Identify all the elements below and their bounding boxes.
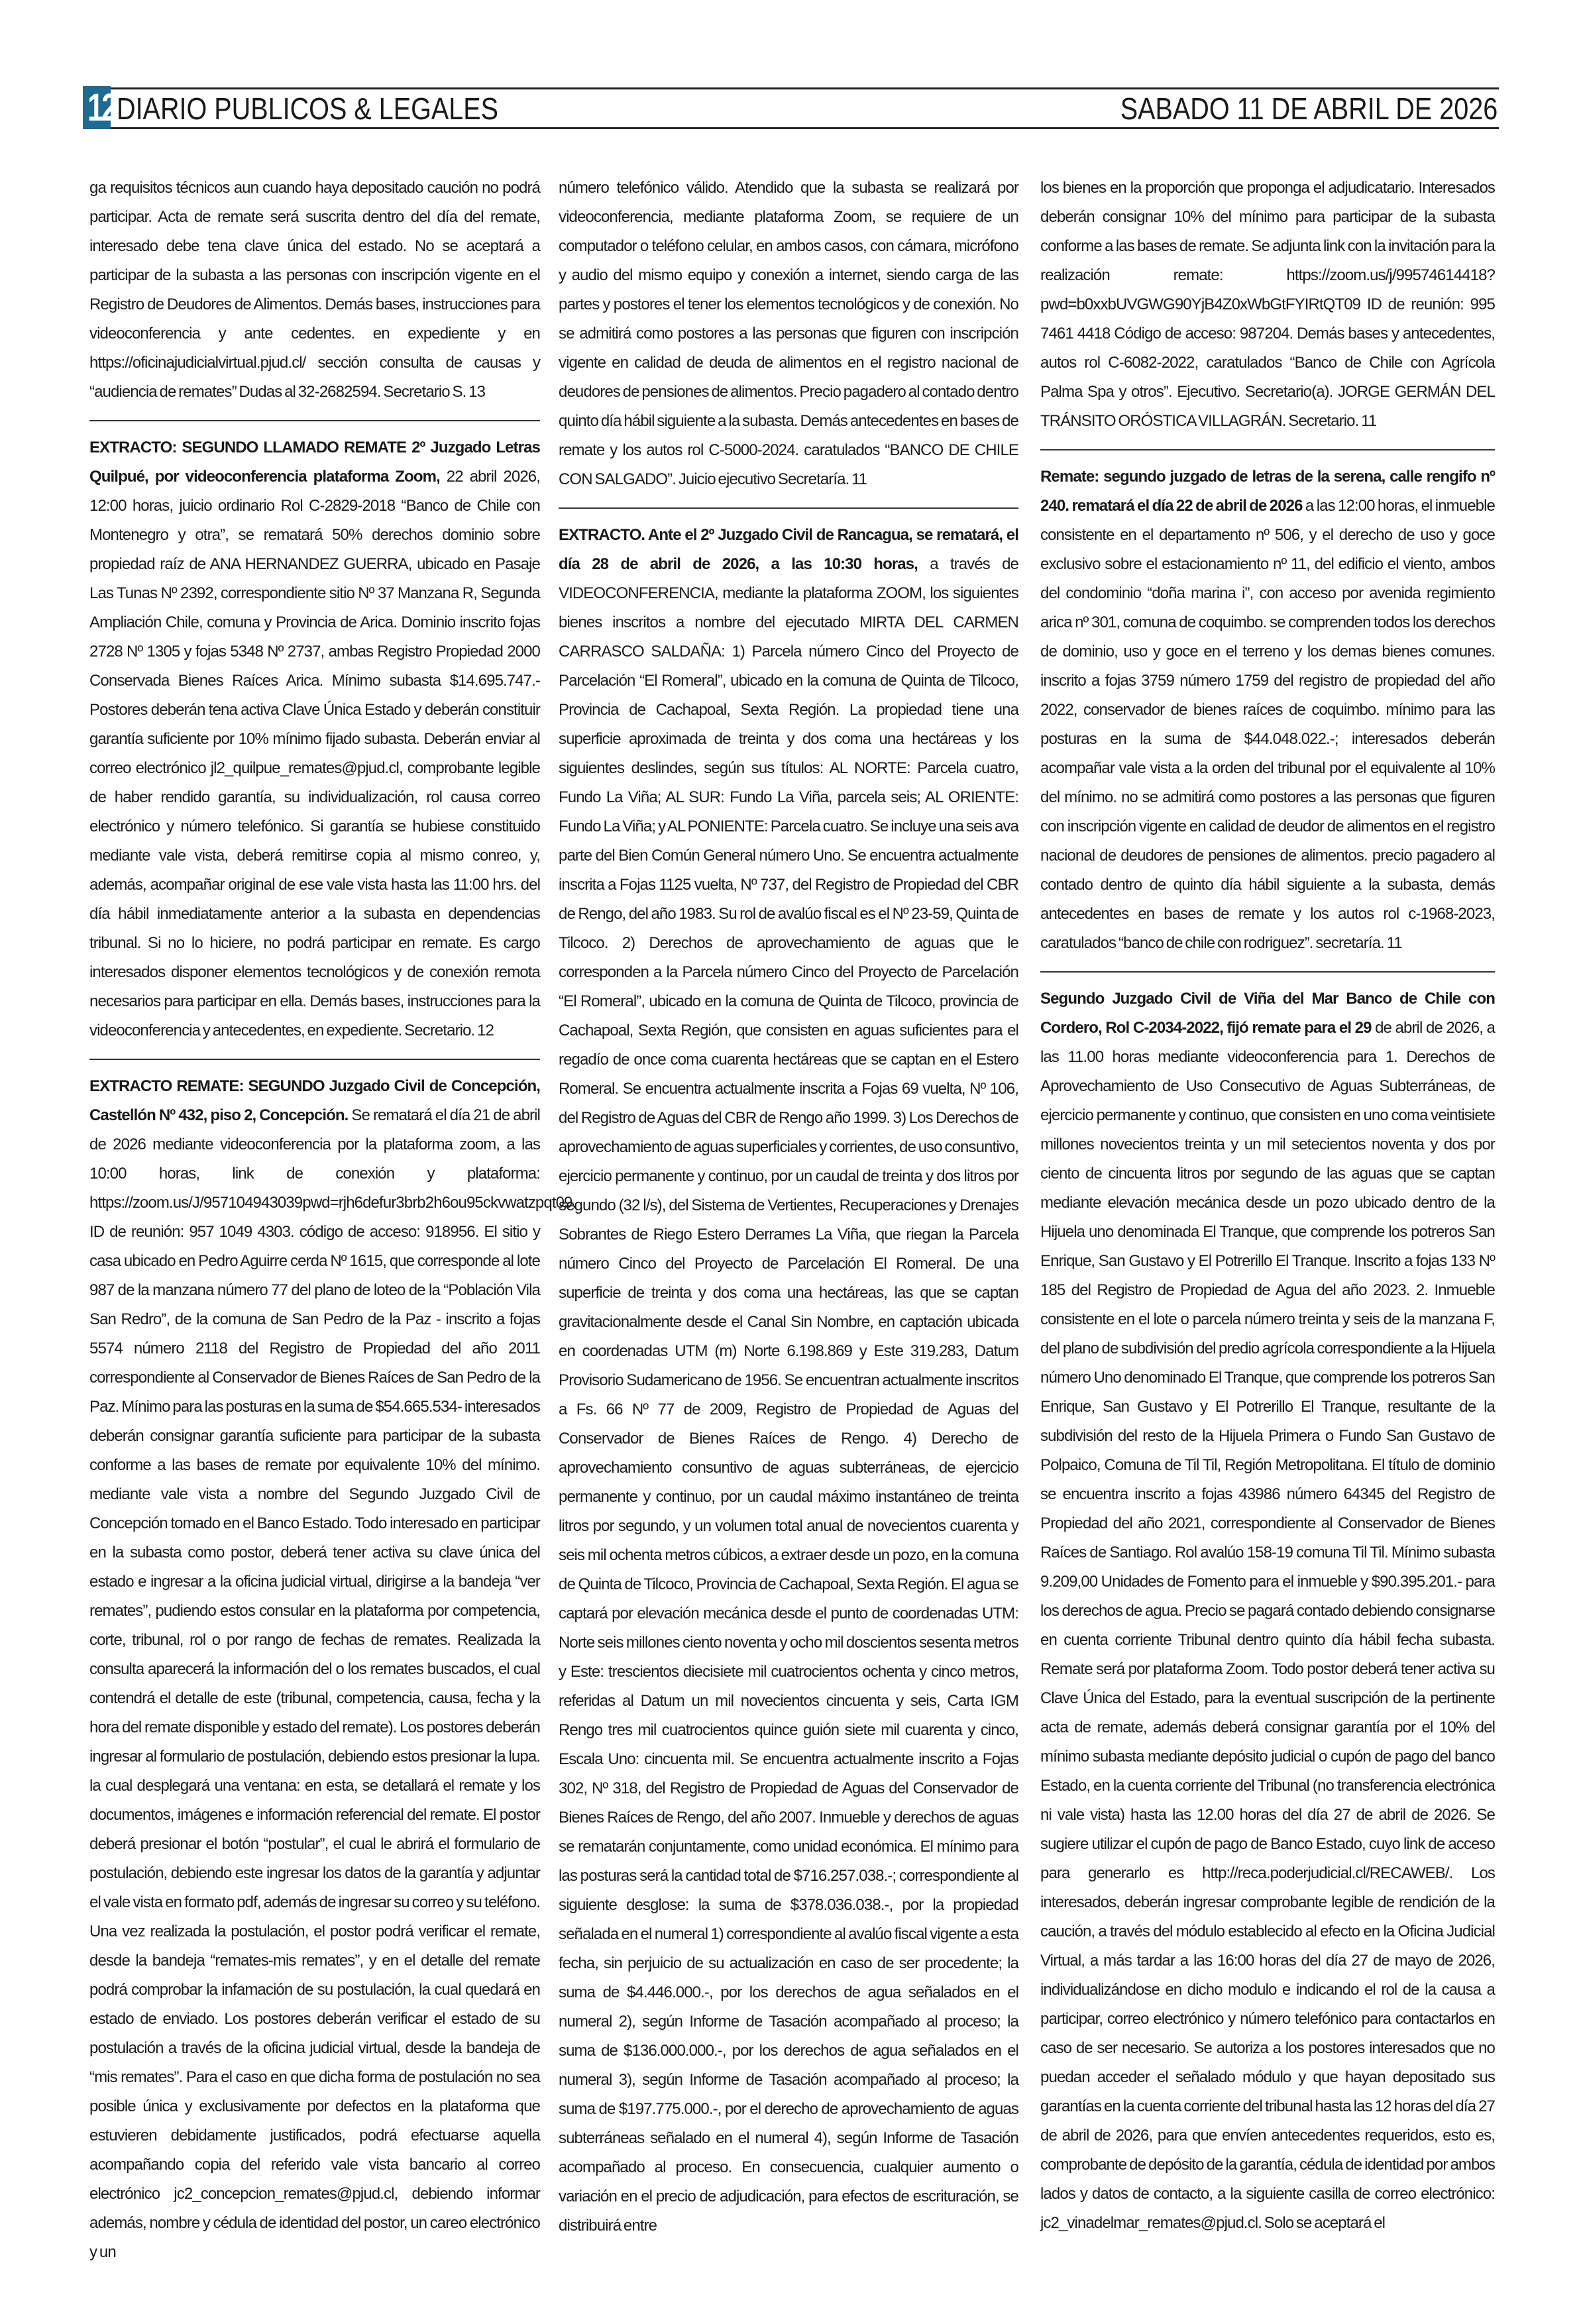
notice-continuation [1040,174,1495,436]
notice-heading: Segundo Juzgado Civil de Viña del Mar Banco de Chile con Cordero, Rol C-2034-2022, fijó remate para el 29 [1040,990,1495,1037]
notice-text: de abril de 2026, a las 11.00 horas mediante videoconferencia para 1. Derechos de Aprovechamiento de Uso Consecutivo de Aguas Subterráneas, de ejercicio permanente y continuo, que consisten en uno coma veintisiete millones novecientos treinta y un mil setecientos noventa y dos por ciento de cincuenta litros por segundo de las aguas que se captan mediante elevación mecánica desde un pozo ubicado dentro de la Hijuela uno denominada El Tranque, que comprende los potreros San Enrique, San Gustavo y El Potrerillo El Tranque. Inscrito a fojas 133 Nº 185 del Registro de Propiedad de Agua del año 2023. 2. Inmueble consistente en el lote o parcela número treinta y seis de la manzana F, del plano de subdivisión del predio agrícola correspondiente a la Hijuela número Uno denominado El Tranque, que comprende los potreros San Enrique, San Gustavo y El Potrerillo El Tranque, resultante de la subdivisión del resto de la Hijuela Primera o Fundo San Gustavo de Polpaico, Comuna de Til Til, Región Metropolitana. El título de dominio se encuentra inscrito a fojas 43986 número 64345 del Registro de Propiedad del año 2021, correspondiente al Conservador de Bienes Raíces de Santiago. Rol avalúo 158-19 comuna Til Til. Mínimo subasta 9.209,00 Unidades de Fomento para el inmueble y $90.395.201.- para los derechos de agua. Precio se pagará contado debiendo consignarse en cuenta corriente Tribunal dentro quinto día hábil fecha subasta. Remate será por plataforma Zoom. Todo postor deberá tener activa su Clave Única del Estado, para la eventual suscripción de la pertinente acta de remate, además deberá consignar garantía por el 10% del mínimo subasta mediante depósito judicial o cupón de pago del banco Estado, en la cuenta corriente del Tribunal (no transferencia electrónica ni vale vista) hasta las 12.00 horas del día 27 de abril de 2026. Se sugiere utilizar el cupón de pago de Banco Estado, cuyo link de acceso para generarlo es http://reca.poderjudicial.cl/RECAWEB/. Los interesados, deberán ingresar comprobante legible de rendición de la caución, a través del módulo establecido al efecto en la Oficina Judicial Virtual, a más tardar a las 16:00 horas del día 27 de mayo de 2026, individualizándose en dicho modulo e indicando el rol de la causa a participar, correo electrónico y número telefónico para contactarlos en caso de ser necesario. Se autoriza a los postores interesados que no puedan acceder el señalado módulo y que hayan depositado sus garantías en la cuenta corriente del tribunal hasta las 12 horas del día 27 de abril de 2026, para que envíen antecedentes requeridos, esto es, comprobante de depósito de la garantía, cédula de identidad por ambos lados y datos de contacto, a la siguiente casilla de correo electrónico: jc2_vinadelmar_remates@pjud.cl. Solo se aceptará el [1040,1019,1495,2232]
notice-text: número telefónico válido. Atendido que la subasta se realizará por videoconferencia, mediante plataforma Zoom, se requiere de un computador o teléfono celular, en ambos casos, con cámara, micrófono y audio del mismo equipo y conexión a internet, siendo carga de las partes y postores el tener los elementos tecnológicos y de conexión. No se admitirá como postores a las personas que figuren con inscripción vigente en calidad de deuda de alimentos en el registro nacional de deudores de pensiones de alimentos. Precio pagadero al contado dentro quinto día hábil siguiente a la subasta. Demás antecedentes en bases de remate y los autos rol C-5000-2024. caratulados “BANCO DE CHILE CON SALGADO”. Juicio ejecutivo Secretaría. 11 [559,179,1018,488]
notice-continuation [89,174,540,407]
notice-vina-del-mar [1040,984,1495,2238]
page-number: 12 [87,86,116,129]
issue-date: SABADO 11 DE ABRIL DE 2026 [1120,91,1498,126]
column-3 [1040,174,1495,2238]
column-1 [89,174,576,2267]
notice-text: a las 12:00 horas, el inmueble consistente en el departamento nº 506, y el derecho de uso y goce exclusivo sobre el estacionamiento nº 11, del edificio el viento, ambos del condominio “doña marina i”, con acceso por avenida regimiento arica nº 301, comuna de coquimbo. se comprenden todos los derechos de dominio, uso y goce en el terreno y los demas bienes comunes. inscrito a fojas 3759 número 1759 del registro de propiedad del año 2022, conservador de bienes raíces de coquimbo. mínimo para las posturas en la suma de $44.048.022.-; interesados deberán acompañar vale vista a la orden del tribunal por el equivalente al 10% del mínimo. no se admitirá como postores a las personas que figuren con inscripción vigente en calidad de deudor de alimentos en el registro nacional de deudores de pensiones de alimentos. precio pagadero al contado dentro de quinto día hábil siguiente a la subasta, demás antecedentes en bases de remate y los autos rol c-1968-2023, caratulados “banco de chile con rodriguez”. secretaría. 11 [1040,497,1495,952]
notice-quilpue [89,433,540,1045]
notice-divider [89,420,540,421]
notice-divider [1040,971,1495,973]
notice-text: ga requisitos técnicos aun cuando haya depositado caución no podrá participar. Acta de remate será suscrita dentro del día del remate, interesado debe tena clave única del estado. No se aceptará a participar de la subasta a las personas con inscripción vigente en el Registro de Deudores de Alimentos. Demás bases, instrucciones para videoconferencia y ante cedentes. en expediente y en https://oficinajudicialvirtual.pjud.cl/ sección consulta de causas y “audiencia de remates” Dudas al 32-2682594. Secretario S. 13 [89,179,540,401]
page-number-badge [83,86,116,129]
notice-divider [89,1059,540,1060]
notice-concepcion [89,1072,576,2267]
notice-heading: EXTRACTO: SEGUNDO LLAMADO REMATE 2º Juzgado Letras Quilpué, por videoconferencia plataforma Zoom, [89,439,540,486]
section-title: DIARIO PUBLICOS & LEGALES [117,91,499,126]
notice-text: 22 abril 2026, 12:00 horas, juicio ordinario Rol C-2829-2018 “Banco de Chile con Montenegro y otra”, se rematará 50% derechos dominio sobre propiedad raíz de ANA HERNANDEZ GUERRA, ubicado en Pasaje Las Tunas Nº 2392, correspondiente sitio Nº 37 Manzana R, Segunda Ampliación Chile, comuna y Provincia de Arica. Dominio inscrito fojas 2728 Nº 1305 y fojas 5348 Nº 2737, ambas Registro Propiedad 2000 Conservada Bienes Raíces Arica. Mínimo subasta $14.695.747.- Postores deberán tena activa Clave Única Estado y deberán constituir garantía suficiente por 10% mínimo fijado subasta. Deberán enviar al correo electrónico jl2_quilpue_remates@pjud.cl, comprobante legible de haber rendido garantía, su individualización, rol causa correo electrónico y número telefónico. Si garantía se hubiese constituido mediante vale vista, deberá remitirse copia al mismo conreo, y, además, acompañar original de ese vale vista hasta las 11:00 hrs. del día hábil inmediatamente anterior a la subasta en dependencias tribunal. Si no lo hiciere, no podrá participar en remate. Es cargo interesados disponer elementos tecnológicos y de conexión remota necesarios para participar en ella. Demás bases, instrucciones para la videoconferencia y antecedentes, en expediente. Secretario. 12 [89,468,540,1039]
notice-heading: EXTRACTO REMATE: SEGUNDO Juzgado Civil de Concepción, Castellón Nº 432, piso 2, Concepción. [89,1077,540,1124]
notice-divider [1040,449,1495,450]
notice-text: a través de VIDEOCONFERENCIA, mediante la plataforma ZOOM, los siguientes bienes inscritos a nombre del ejecutado MIRTA DEL CARMEN CARRASCO SALDAÑA: 1) Parcela número Cinco del Proyecto de Parcelación “El Romeral”, ubicado en la comuna de Quinta de Tilcoco, Provincia de Cachapoal, Sexta Región. La propiedad tiene una superficie aproximada de treinta y dos coma una hectáreas y los siguientes deslindes, según sus títulos: AL NORTE: Parcela cuatro, Fundo La Viña; AL SUR: Fundo La Viña, parcela seis; AL ORIENTE: Fundo La Viña; y AL PONIENTE: Parcela cuatro. Se incluye una seis ava parte del Bien Común General número Uno. Se encuentra actualmente inscrita a Fojas 1125 vuelta, Nº 737, del Registro de Propiedad del CBR de Rengo, del año 1983. Su rol de avalúo fiscal es el Nº 23-59, Quinta de Tilcoco. 2) Derechos de aprovechamiento de aguas que le corresponden a la Parcela número Cinco del Proyecto de Parcelación “El Romeral”, ubicado en la comuna de Quinta de Tilcoco, provincia de Cachapoal, Sexta Región, que consisten en aguas suficientes para el regadío de once coma cuarenta hectáreas que se captan en el Estero Romeral. Se encuentra actualmente inscrita a Fojas 69 vuelta, Nº 106, del Registro de Aguas del CBR de Rengo año 1999. 3) Los Derechos de aprovechamiento de aguas superficiales y corrientes, de uso consuntivo, ejercicio permanente y continuo, por un caudal de treinta y dos litros por segundo (32 l/s), del Sistema de Vertientes, Recuperaciones y Drenajes Sobrantes de Riego Estero Derrames La Viña, que riegan la Parcela número Cinco del Proyecto de Parcelación El Romeral. De una superficie de treinta y dos coma una hectáreas, las que se captan gravitacionalmente desde el Canal Sin Nombre, en captación ubicada en coordenadas UTM (m) Norte 6.198.869 y Este 319.283, Datum Provisorio Sudamericano de 1956. Se encuentran actualmente inscritos a Fs. 66 Nº 77 de 2009, Registro de Propiedad de Aguas del Conservador de Bienes Raíces de Rengo. 4) Derecho de aprovechamiento consuntivo de aguas subterráneas, de ejercicio permanente y continuo, por un caudal máximo instantáneo de treinta litros por segundo, y un volumen total anual de novecientos cuarenta y seis mil ochenta metros cúbicos, a extraer desde un pozo, en la comuna de Quinta de Tilcoco, Provincia de Cachapoal, Sexta Región. El agua se captará por elevación mecánica desde el punto de coordenadas UTM: Norte seis millones ciento noventa y ocho mil doscientos sesenta metros y Este: trescientos diecisiete mil cuatrocientos ochenta y cinco metros, referidas al Datum un mil novecientos cincuenta y seis, Carta IGM Rengo tres mil cuatrocientos quince guión siete mil cuarenta y cinco, Escala Uno: cincuenta mil. Se encuentra actualmente inscrito a Fojas 302, Nº 318, del Registro de Propiedad de Aguas del Conservador de Bienes Raíces de Rengo, del año 2007. Inmueble y derechos de aguas se rematarán conjuntamente, como unidad económica. El mínimo para las posturas será la cantidad total de $716.257.038.-; correspondiente al siguiente desglose: la suma de $378.036.038.-, por la propiedad señalada en el numeral 1) correspondiente al avalúo fiscal vigente a esta fecha, sin perjuicio de su actualización en caso de ser procedente; la suma de $4.446.000.-, por los derechos de agua señalados en el numeral 2), según Informe de Tasación acompañado al proceso; la suma de $136.000.000.-, por los derechos de agua señalados en el numeral 3), según Informe de Tasación acompañado al proceso; la suma de $197.775.000.-, por el derecho de aprovechamiento de aguas subterráneas señalado en el numeral 4), según Informe de Tasación acompañado al proceso. En consecuencia, cualquier aumento o variación en el precio de adjudicación, para efectos de escrituración, se distribuirá entre [559,555,1018,2235]
notice-continuation [559,174,1018,494]
notice-rancagua [559,521,1018,2241]
notice-text: los bienes en la proporción que proponga el adjudicatario. Interesados deberán consignar 10% del mínimo para participar de la subasta conforme a las bases de remate. Se adjunta link con la invitación para la realización remate: https://zoom.us/j/99574614418?pwd=b0xxbUVGWG90YjB4Z0xWbGtFYIRtQT09 ID de reunión: 995 7461 4418 Código de acceso: 987204. Demás bases y antecedentes, autos rol C-6082-2022, caratulados “Banco de Chile con Agrícola Palma Spa y otros”. Ejecutivo. Secretario(a). JORGE GERMÁN DEL TRÁNSITO ORÓSTICA VILLAGRÁN. Secretario. 11 [1040,179,1495,430]
notice-divider [559,507,1018,509]
notice-heading: EXTRACTO. Ante el 2º Juzgado Civil de Rancagua, se rematará, el día 28 de abril de 2026, a las 10:30 horas, [559,526,1018,573]
notice-heading: Remate: segundo juzgado de letras de la serena, calle rengifo nº 240. rematará el día 22 de abril de 2026 [1040,468,1495,515]
notice-la-serena [1040,462,1495,958]
notice-text: Se rematará el día 21 de abril de 2026 mediante videoconferencia por la plataforma zoom, a las 10:00 horas, link de conexión y plataforma: https://zoom.us/J/957104943039pwd=rjh6defur3brb2h6ou95ckvwatzpqt09. ID de reunión: 957 1049 4303. código de acceso: 918956. El sitio y casa ubicado en Pedro Aguirre cerda Nº 1615, que corresponde al lote 987 de la manzana número 77 del plano de loteo de la “Población Vila San Redro”, de la comuna de San Pedro de la Paz - inscrito a fojas 5574 número 2118 del Registro de Propiedad del año 2011 correspondiente al Conservador de Bienes Raíces de San Pedro de la Paz. Mínimo para las posturas en la suma de $54.665.534- interesados deberán consignar garantía suficiente para participar de la subasta conforme a las bases de remate por equivalente 10% del mínimo. mediante vale vista a nombre del Segundo Juzgado Civil de Concepción tomado en el Banco Estado. Todo interesado en participar en la subasta como postor, deberá tener activa su clave única del estado e ingresar a la oficina judicial virtual, dirigirse a la bandeja “ver remates”, pudiendo estos consular en la plataforma por competencia, corte, tribunal, rol o por rango de fechas de remates. Realizada la consulta aparecerá la información del o los remates buscados, el cual contendrá el detalle de este (tribunal, competencia, causa, fecha y la hora del remate disponible y estado del remate). Los postores deberán ingresar al formulario de postulación, debiendo estos presionar la lupa. la cual desplegará una ventana: en esta, se detallará el remate y los documentos, imágenes e información referencial del remate. El postor deberá presionar el botón “postular”, el cual le abrirá el formulario de postulación, debiendo este ingresar los datos de la garantía y adjuntar el vale vista en formato pdf, además de ingresar su correo y su teléfono. Una vez realizada la postulación, el postor podrá verificar el remate, desde la bandeja “remates-mis remates”, y en el detalle del remate podrá comprobar la infamación de su postulación, la cual quedará en estado de enviado. Los postores deberán verificar el estado de su postulación a través de la oficina judicial virtual, desde la bandeja de “mis remates”. Para el caso en que dicha forma de postulación no sea posible única y exclusivamente por defectos en la plataforma que estuvieren debidamente justificados, podrá efectuarse aquella acompañando copia del referido vale vista bancario al correo electrónico jc2_concepcion_remates@pjud.cl, debiendo informar además, nombre y cédula de identidad del postor, un careo electrónico y un [89,1106,576,2261]
column-2 [559,174,1018,2241]
